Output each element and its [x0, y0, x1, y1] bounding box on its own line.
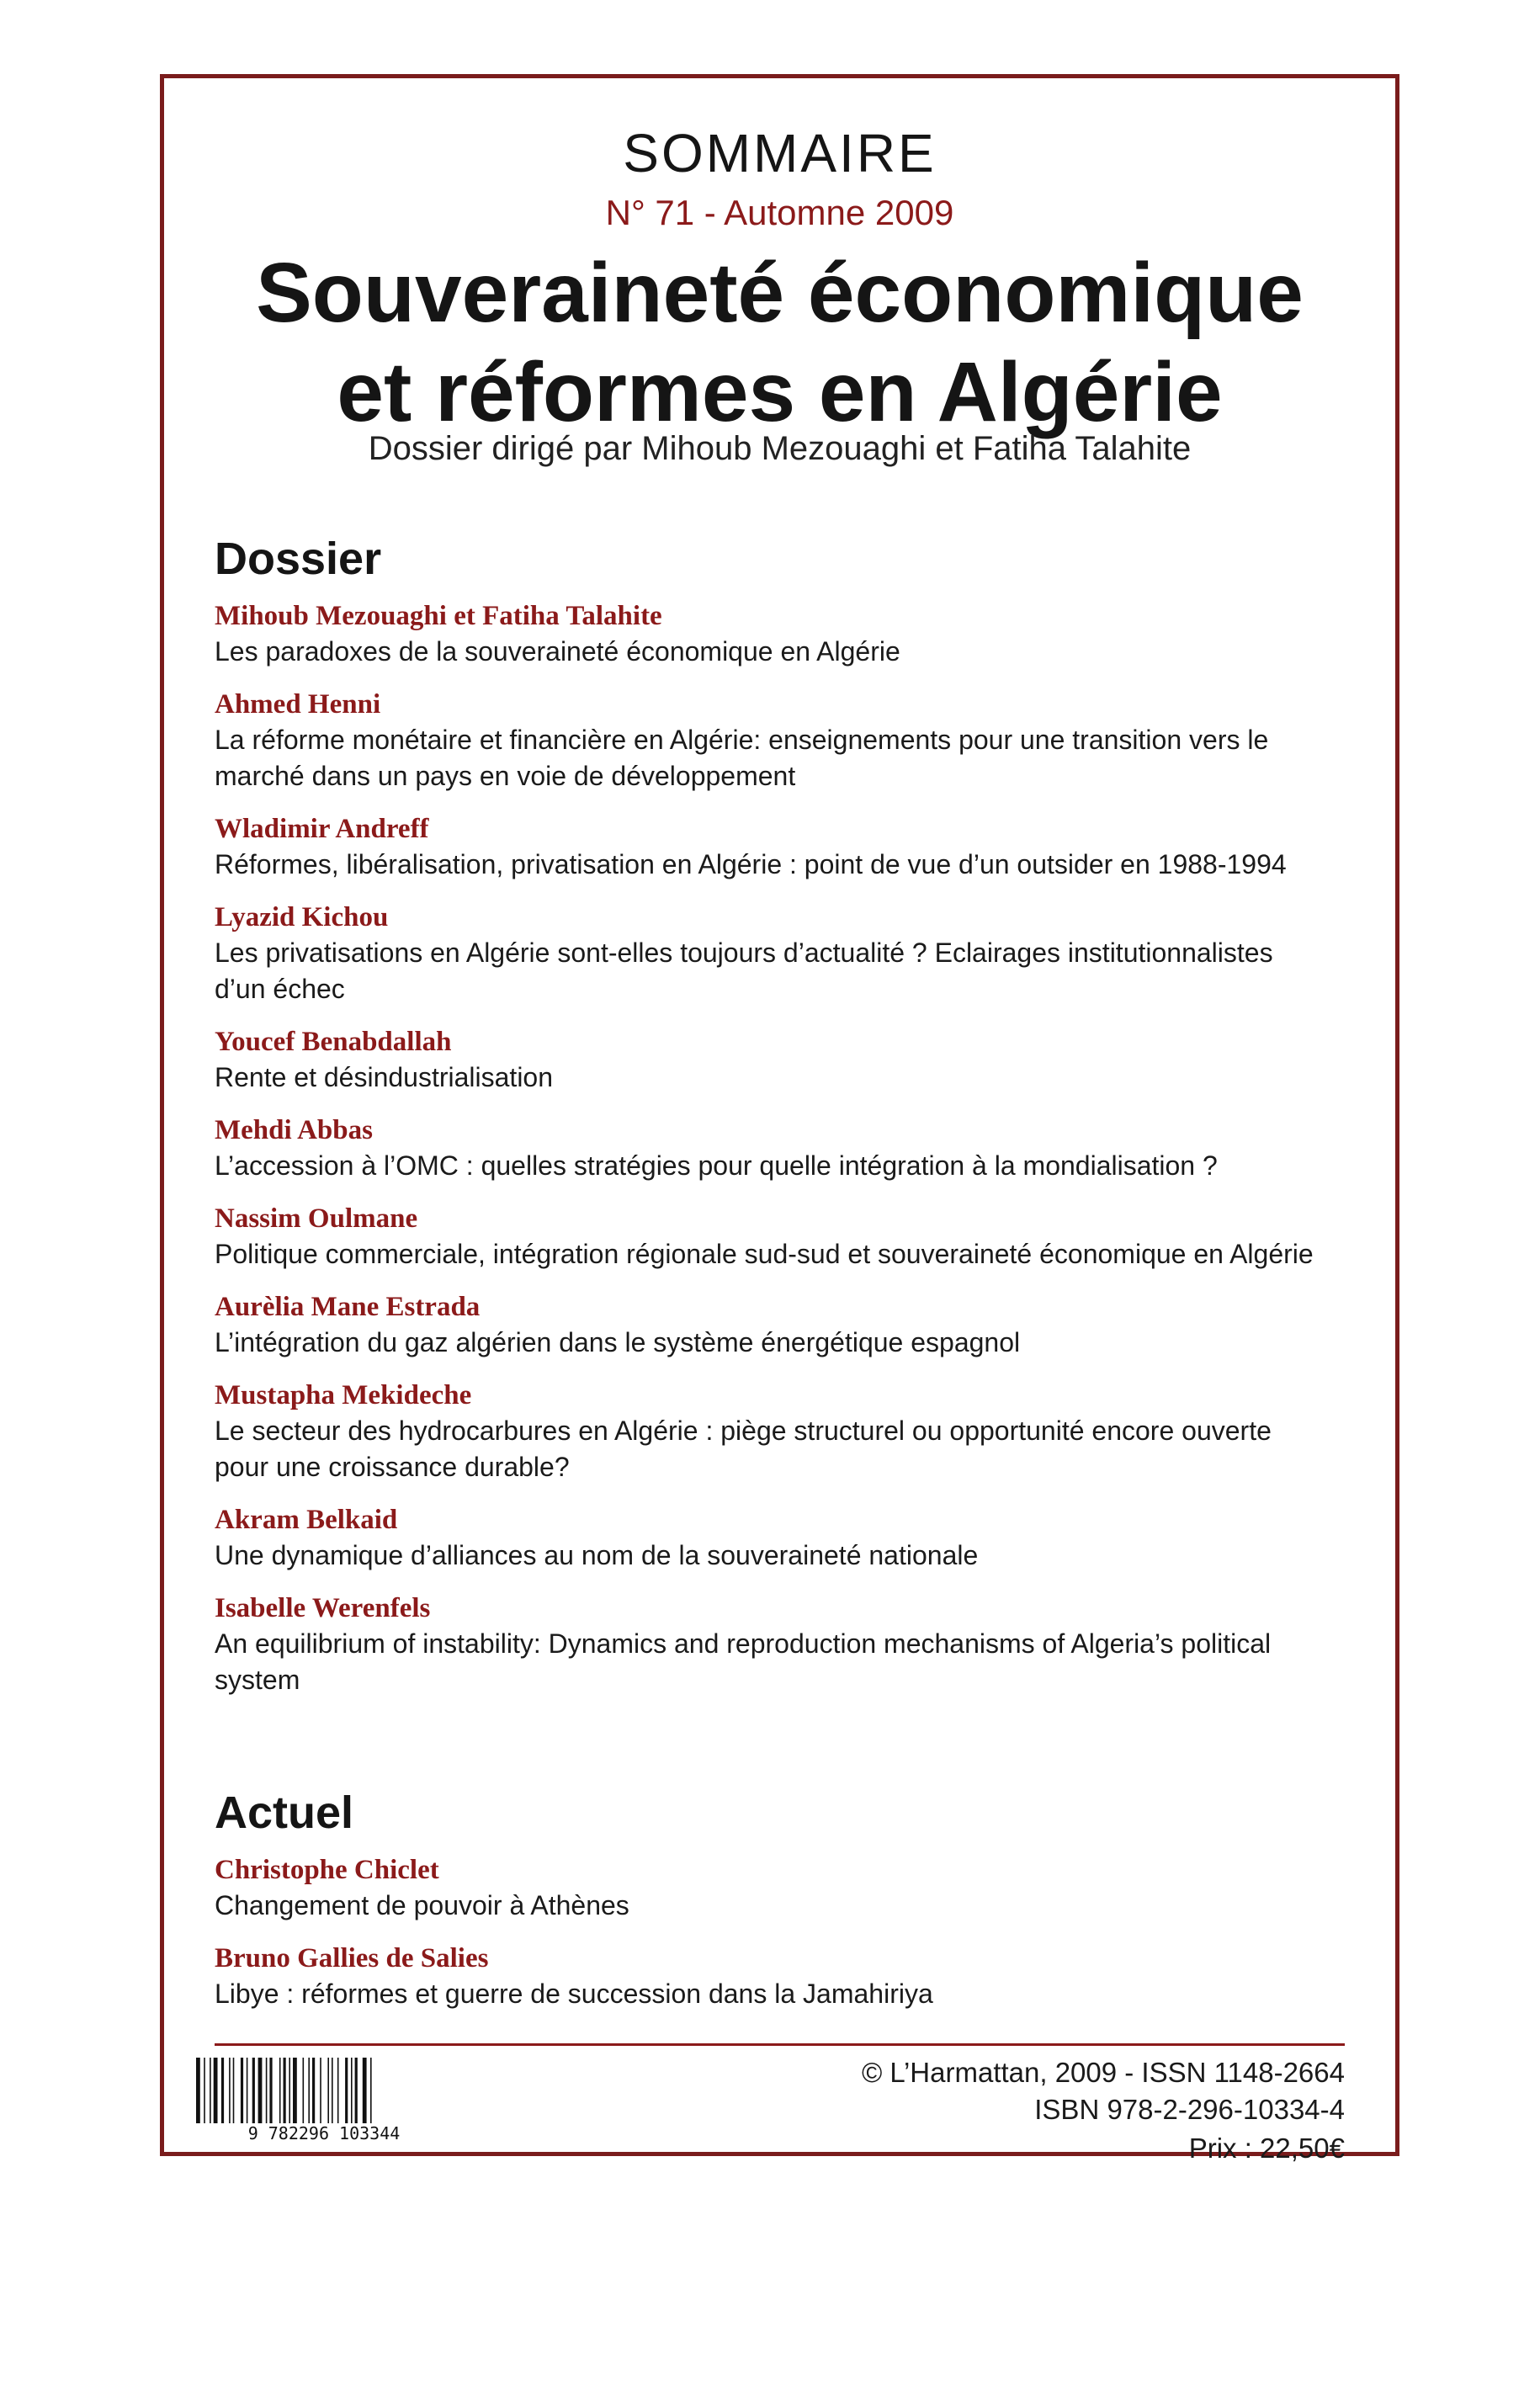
title-line-1: Souveraineté économique [256, 246, 1304, 340]
entry-title: Les paradoxes de la souveraineté économique en Algérie [215, 636, 900, 667]
barcode-bar [320, 2058, 321, 2123]
toc-entry [215, 900, 1325, 1007]
barcode-digits: 9 782296 103344 [247, 2123, 401, 2142]
entry-author: Isabelle Werenfels [215, 1593, 431, 1623]
barcode-bar [308, 2058, 310, 2123]
entry-title: An equilibrium of instability: Dynamics and reproduction mechanisms of Algeria’s political system [215, 1628, 1272, 1695]
entry-title: Les privatisations en Algérie sont-elles toujours d’actualité ? Eclairages institutionnalistes d’un échec [215, 938, 1273, 1004]
barcode-bar [279, 2058, 281, 2123]
entry-title: L’intégration du gaz algérien dans le système énergétique espagnol [215, 1327, 1021, 1357]
copyright-issn: © L’Harmattan, 2009 - ISSN 1148-2664 [861, 2057, 1345, 2088]
barcode-bar [332, 2058, 333, 2123]
barcode-bar [266, 2058, 268, 2123]
entry-author: Youcef Benabdallah [215, 1027, 452, 1057]
isbn: ISBN 978-2-296-10334-4 [1034, 2094, 1345, 2125]
barcode [189, 2058, 459, 2142]
toc-entry [215, 1378, 1325, 1485]
barcode-bar [252, 2058, 255, 2123]
entry-author: Aurèlia Mane Estrada [215, 1292, 481, 1322]
entry-title: La réforme monétaire et financière en Algérie: enseignements pour une transition vers le marché dans un pays en voie de développement [215, 725, 1269, 791]
toc-entry [215, 1852, 1325, 1924]
toc-entry [215, 1502, 1325, 1574]
dossier-section [215, 533, 1325, 1715]
dossier-editors: Dossier dirigé par Mihoub Mezouaghi et Fatiha Talahite [368, 430, 1192, 467]
barcode-bar [355, 2058, 358, 2123]
entry-title: Réformes, libéralisation, privatisation en Algérie : point de vue d’un outsider en 1988-1994 [215, 849, 1287, 879]
entry-title: Libye : réformes et guerre de succession dans la Jamahiriya [215, 1979, 933, 2009]
entry-title: Le secteur des hydrocarbures en Algérie : piège structurel ou opportunité encore ouverte pour une croissance durable? [215, 1416, 1272, 1482]
entry-title: Politique commerciale, intégration régionale sud-sud et souveraineté économique en Algérie [215, 1239, 1314, 1269]
entry-author: Mehdi Abbas [215, 1115, 373, 1145]
barcode-bar [312, 2058, 315, 2123]
barcode-bar [221, 2058, 224, 2123]
barcode-bar [229, 2058, 231, 2123]
barcode-bar [204, 2058, 205, 2123]
entry-author: Mihoub Mezouaghi et Fatiha Talahite [215, 601, 662, 631]
entry-author: Wladimir Andreff [215, 814, 429, 844]
toc-entry [215, 687, 1325, 794]
page-frame [160, 74, 1399, 2164]
barcode-bar [284, 2058, 286, 2123]
entry-author: Mustapha Mekideche [215, 1380, 472, 1410]
toc-entry [215, 1024, 1325, 1096]
barcode-bar [214, 2058, 218, 2123]
barcode-bar [269, 2058, 272, 2123]
entry-author: Bruno Gallies de Salies [215, 1943, 489, 1973]
title-line-2: et réformes en Algérie [337, 345, 1223, 439]
entry-author: Lyazid Kichou [215, 902, 389, 932]
barcode-bar [351, 2058, 353, 2123]
barcode-bar [345, 2058, 348, 2123]
toc-entry [215, 1941, 1325, 2012]
barcode-bar [337, 2058, 339, 2123]
barcode-bar [210, 2058, 211, 2123]
toc-entry [215, 1289, 1325, 1361]
entry-title: Rente et désindustrialisation [215, 1062, 554, 1092]
actuel-section [215, 1787, 1325, 2029]
toc-entry [215, 598, 1325, 670]
publisher-info [862, 2054, 1345, 2167]
dossier-list [215, 598, 1325, 1698]
price: Prix : 22,50€ [1188, 2133, 1345, 2164]
entry-author: Nassim Oulmane [215, 1203, 418, 1234]
entry-title: Changement de pouvoir à Athènes [215, 1890, 629, 1920]
toc-entry [215, 1201, 1325, 1272]
entry-author: Akram Belkaid [215, 1505, 398, 1535]
barcode-bar [303, 2058, 305, 2123]
barcode-bar [233, 2058, 235, 2123]
barcode-bar [247, 2058, 248, 2123]
barcode-bar [327, 2058, 329, 2123]
entry-author: Christophe Chiclet [215, 1855, 439, 1885]
footer-divider [215, 2043, 1345, 2046]
toc-entry [215, 811, 1325, 883]
barcode-bar [363, 2058, 367, 2123]
toc-entry [215, 1591, 1325, 1698]
barcode-bar [293, 2058, 297, 2123]
entry-author: Ahmed Henni [215, 689, 381, 720]
barcode-bar [258, 2058, 263, 2123]
toc-entry [215, 1113, 1325, 1184]
issue-number: N° 71 - Automne 2009 [605, 193, 954, 232]
barcode-bar [370, 2058, 372, 2123]
section-heading-actuel: Actuel [215, 1787, 354, 1838]
entry-title: Une dynamique d’alliances au nom de la souveraineté nationale [215, 1540, 979, 1570]
actuel-list [215, 1852, 1325, 2012]
entry-title: L’accession à l’OMC : quelles stratégies pour quelle intégration à la mondialisation ? [215, 1150, 1218, 1181]
barcode-bar [241, 2058, 243, 2123]
barcode-bar [289, 2058, 290, 2123]
section-heading-dossier: Dossier [215, 534, 382, 584]
sommaire-heading: SOMMAIRE [623, 123, 937, 183]
issue-title [164, 243, 1395, 442]
barcode-bar [196, 2058, 200, 2123]
